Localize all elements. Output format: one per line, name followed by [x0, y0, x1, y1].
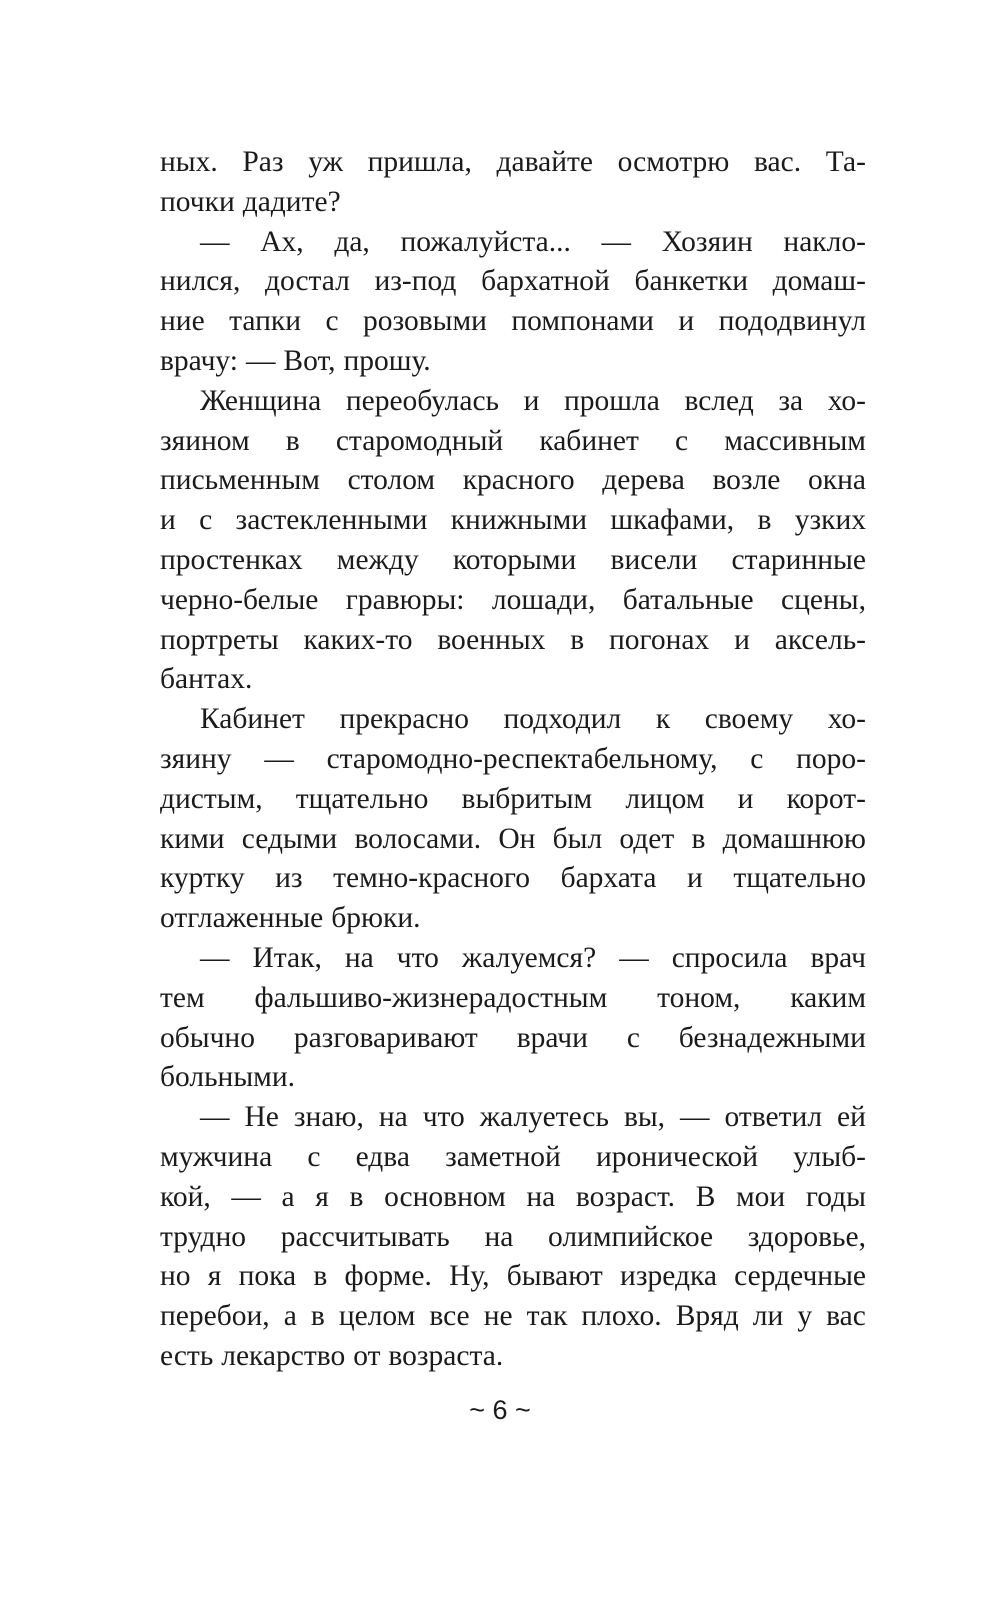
text-line: ных. Раз уж пришла, давайте осмотрю вас. Та-	[160, 146, 866, 178]
text-line: и с застекленными книжными шкафами, в узких	[160, 504, 866, 537]
text-line: отглаженные брюки.	[160, 902, 421, 935]
text-line: есть лекарство от возраста.	[160, 1339, 504, 1372]
text-line: зяину — старомодно-респектабельному, с поро-	[160, 742, 866, 775]
text-line: куртку из темно-красного бархата и тщательно	[160, 862, 866, 895]
text-line: мужчина с едва заметной иронической улыб-	[160, 1140, 866, 1173]
text-line: письменным столом красного дерева возле окна	[160, 464, 866, 497]
text-line: трудно рассчитывать на олимпийское здоровье,	[160, 1220, 866, 1253]
text-line: почки дадите?	[160, 185, 341, 218]
text-line: простенках между которыми висели старинные	[160, 543, 866, 576]
text-line: портреты каких-то военных в погонах и аксель-	[160, 623, 866, 656]
text-line: бантах.	[160, 663, 253, 696]
text-line: — Ах, да, пожалуйста... — Хозяин накло-	[200, 225, 866, 258]
text-line: — Итак, на что жалуемся? — спросила врач	[200, 941, 866, 974]
text-line: ние тапки с розовыми помпонами и пододвинул	[160, 305, 866, 338]
text-line: перебои, а в целом все не так плохо. Вряд ли у вас	[160, 1300, 866, 1333]
page-number: ~ 6 ~	[469, 1395, 531, 1425]
body-text	[160, 143, 866, 1377]
text-line: дистым, тщательно выбритым лицом и корот-	[160, 782, 866, 815]
text-line: Кабинет прекрасно подходил к своему хо-	[200, 703, 866, 736]
text-line: обычно разговаривают врачи с безнадежными	[160, 1021, 866, 1054]
text-line: кими седыми волосами. Он был одет в домашнюю	[160, 822, 866, 855]
text-line: Женщина переобулась и прошла вслед за хо-	[200, 384, 866, 417]
text-line: врачу: — Вот, прошу.	[160, 344, 431, 377]
text-line: черно-белые гравюры: лошади, батальные сцены,	[160, 583, 866, 616]
text-line: — Не знаю, на что жалуетесь вы, — ответил ей	[200, 1101, 866, 1134]
text-line: больными.	[160, 1061, 295, 1094]
text-line: тем фальшиво-жизнерадостным тоном, каким	[160, 981, 866, 1014]
text-line: но я пока в форме. Ну, бывают изредка сердечные	[160, 1260, 866, 1293]
text-line: нился, достал из-под бархатной банкетки домаш-	[160, 265, 866, 298]
text-line: зяином в старомодный кабинет с массивным	[160, 424, 866, 457]
text-line: кой, — а я в основном на возраст. В мои годы	[160, 1180, 866, 1213]
